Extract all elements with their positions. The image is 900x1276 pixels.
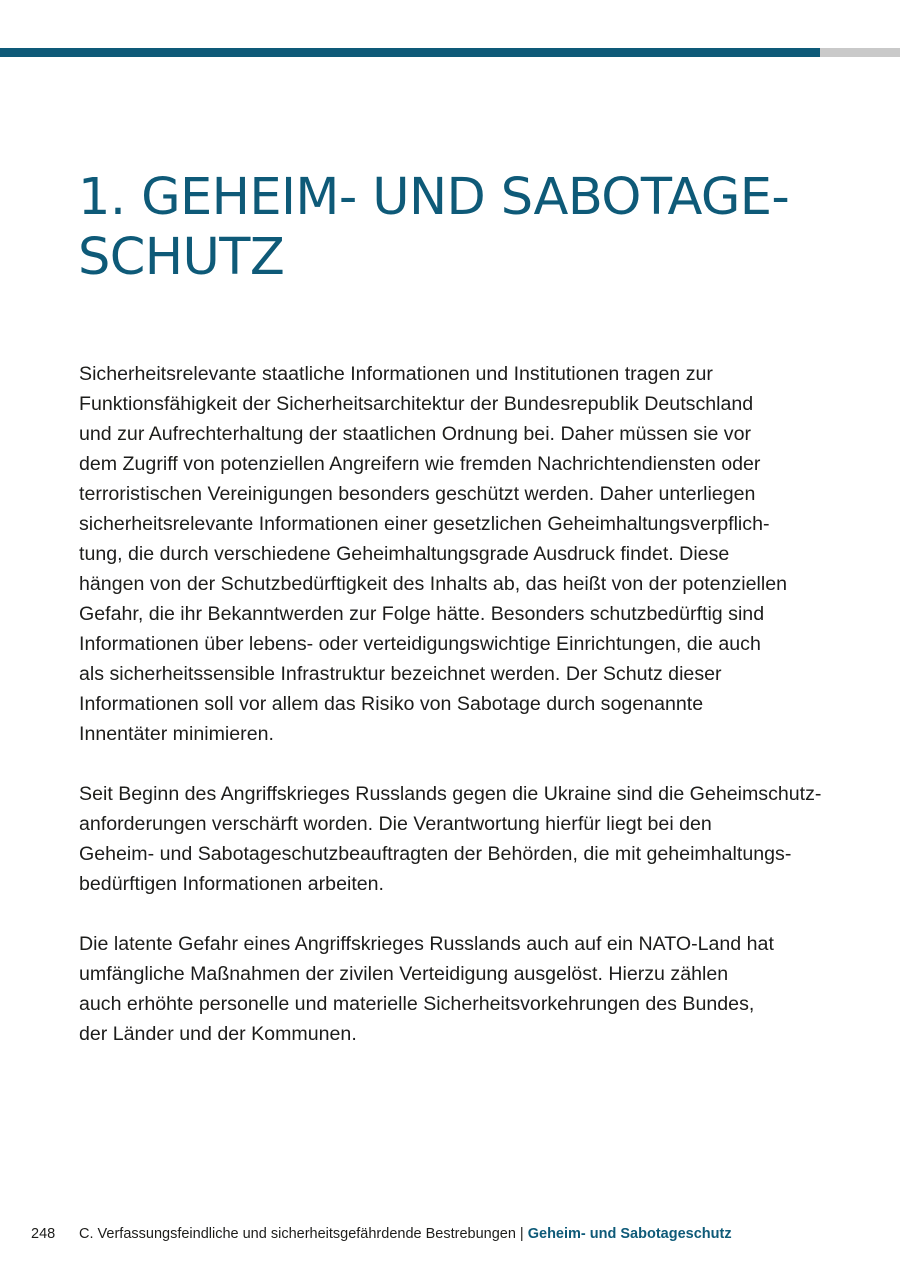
paragraph-1: Sicherheitsrelevante staatliche Informationen und Institutionen tragen zur Funktionsfähigkeit der Sicherheitsarchitektur der Bundesrepublik Deutschland und zur Aufrechterhaltung der staatlichen Ordnung bei. Daher müssen sie vor dem Zugriff von potenziellen Angreifern wie fremden Nachrichtendiensten oder terroristischen Vereinigungen besonders geschützt werden. Daher unterliegen sicherheitsrelevante Informationen einer gesetzlichen Geheimhaltungsverpflich- tung, die durch verschiedene Geheimhaltungsgrade Ausdruck findet. Diese hängen von der Schutzbedürftigkeit des Inhalts ab, das heißt von der potenziellen Gefahr, die ihr Bekanntwerden zur Folge hätte. Besonders schutzbedürftig sind Informationen über lebens- oder verteidigungswichtige Einrichtungen, die auch als sicherheitssensible Infrastruktur bezeichnet werden. Der Schutz dieser Informationen soll vor allem das Risiko von Sabotage durch sogenannte Innentäter minimieren. [79,363,788,745]
top-accent-bar [0,48,820,57]
paragraph-3: Die latente Gefahr eines Angriffskrieges Russlands auch auf ein NATO-Land hat umfängliche Maßnahmen der zivilen Verteidigung ausgelöst. Hierzu zählen auch erhöhte personelle und materielle Sicherheitsvorkehrungen des Bundes, der Länder und der Kommunen. [79,933,774,1045]
page-number: 248 [31,1226,56,1242]
footer-section: Geheim- und Sabotageschutz [527,1226,732,1242]
page-title: 1. GEHEIM- UND SABOTAGE- SCHUTZ [78,168,790,287]
footer-chapter: C. Verfassungsfeindliche und sicherheitsgefährdende Bestrebungen [79,1226,516,1242]
top-gray-bar [820,48,900,57]
footer-separator: | [515,1226,528,1242]
body-text [79,359,824,1079]
page-footer [31,1224,732,1244]
paragraph-2: Seit Beginn des Angriffskrieges Russlands gegen die Ukraine sind die Geheimschutz- anforderungen verschärft worden. Die Verantwortung hierfür liegt bei den Geheim- und Sabotageschutzbeauftragten der Behörden, die mit geheimhaltungs- bedürftigen Informationen arbeiten. [79,783,822,895]
